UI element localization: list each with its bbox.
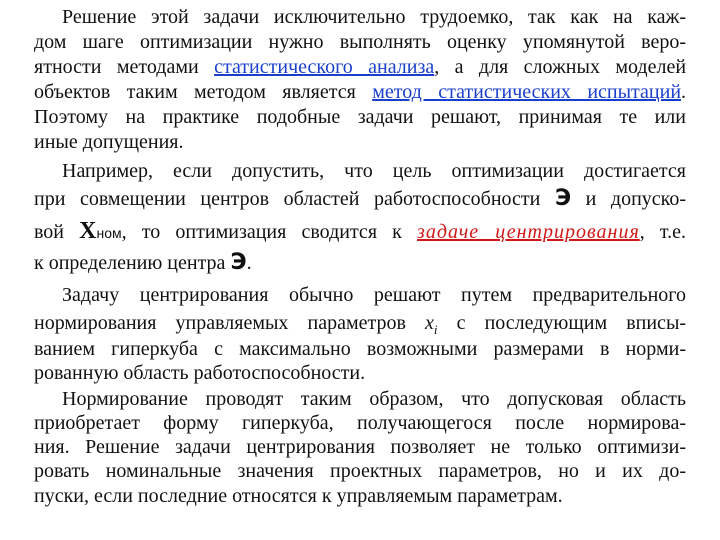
text: иные допущения. (34, 131, 184, 153)
p1-line-5 (34, 106, 686, 128)
text: при совмещении центров областей работоспособности (34, 188, 541, 210)
text: объектов таким методом является (34, 81, 356, 103)
text: ятности методами (34, 56, 199, 78)
text: ния. Решение задачи центрирования позволяет не только оптимизи- (34, 436, 686, 458)
p4-line-1 (62, 388, 686, 410)
statistical-testing-method-link[interactable]: метод статистических испытаций (372, 81, 682, 103)
text: Нормирование проводят таким образом, что допусковая область (62, 388, 686, 410)
text: с последующим вписы- (456, 312, 686, 334)
p1-line-6 (34, 131, 686, 153)
text: . (246, 252, 252, 274)
text: к определению центра (34, 252, 226, 274)
p3-line-3 (34, 338, 686, 360)
text: вой (34, 221, 65, 242)
text: дом шаге оптимизации нужно выполнять оценку упомянутой веро- (34, 31, 686, 53)
text: Задачу центрирования обычно решают путем предварительного (62, 284, 686, 306)
centering-problem-term[interactable]: задаче центрирования (417, 221, 640, 242)
text: , а для сложных моделей (434, 56, 686, 78)
x-nominal-symbol: X (79, 220, 97, 242)
text: рованную область работоспособности. (34, 362, 366, 384)
p1-line-1 (62, 6, 686, 28)
p2-line-1 (62, 160, 686, 182)
text: . (681, 81, 686, 103)
region-symbol-e: Э (554, 188, 572, 210)
text: , то оптимизация сводится к (121, 221, 402, 242)
text: пуски, если последние относятся к управляемым параметрам. (34, 485, 563, 507)
x-nominal-subscript: ном (96, 225, 122, 241)
p4-line-2 (34, 412, 686, 434)
text: ванием гиперкуба с максимально возможными размерами в норми- (34, 338, 686, 360)
statistical-analysis-link[interactable]: статистического анализа (214, 56, 435, 78)
p4-line-3 (34, 436, 686, 458)
text: Решение этой задачи исключительно трудоемко, так как на каж- (62, 6, 686, 28)
text: Поэтому на практике подобные задачи решают, принимая те или (34, 106, 686, 128)
p1-line-4 (34, 81, 686, 103)
text: ровать номинальные значения проектных параметров, но и их до- (34, 460, 686, 482)
p4-line-5 (34, 485, 686, 507)
variable-x: x (425, 312, 434, 334)
text: и допуско- (585, 188, 686, 210)
p2-line-2 (34, 188, 686, 210)
p3-line-4 (34, 362, 686, 384)
p3-line-1 (62, 284, 686, 306)
p4-line-4 (34, 460, 686, 482)
parameter-variable (425, 312, 438, 334)
text: нормирования управляемых параметров (34, 312, 406, 334)
text: Например, если допустить, что цель оптимизации достигается (62, 160, 686, 182)
p3-line-2 (34, 312, 686, 334)
variable-subscript: i (433, 322, 438, 334)
p1-line-3 (34, 56, 686, 78)
region-symbol-e: Э (230, 252, 247, 274)
p1-line-2 (34, 31, 686, 53)
p2-line-3 (34, 220, 686, 242)
text: приобретает форму гиперкуба, получающегося после нормирова- (34, 412, 686, 434)
p2-line-4 (34, 252, 686, 274)
text: , т.е. (639, 221, 686, 242)
